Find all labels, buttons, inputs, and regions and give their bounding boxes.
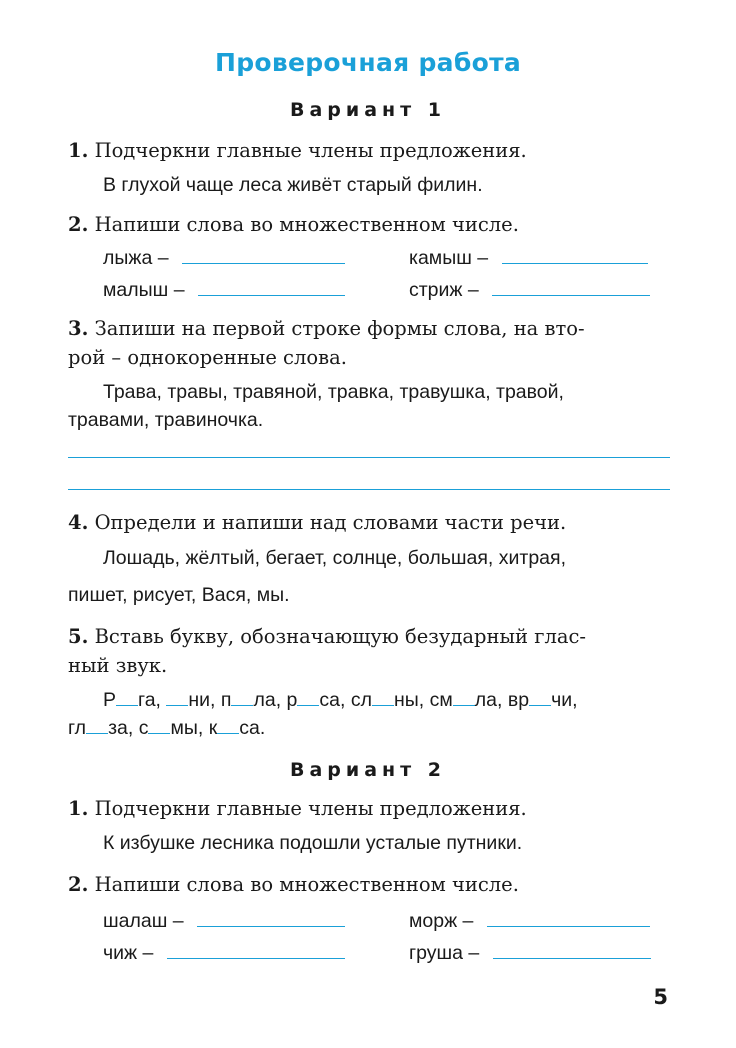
task-number: 4. [68, 511, 89, 534]
word-label: чиж – [103, 942, 154, 964]
v1-task1-sentence: В глухой чаще леса живёт старый филин. [103, 174, 483, 196]
answer-line-2[interactable] [68, 489, 670, 490]
word-part: са, [319, 689, 346, 711]
v2-task1-instruction [68, 794, 670, 823]
page-title: Проверочная работа [214, 48, 522, 77]
letter-blank[interactable] [372, 691, 394, 706]
word-part: р [286, 689, 298, 711]
answer-blank[interactable] [487, 912, 650, 927]
v1-task3-words-line1: Трава, травы, травяной, травка, травушка, травой, [103, 381, 564, 403]
variant-2-heading: Вариант 2 [289, 759, 446, 781]
word-part: ны, [393, 689, 425, 711]
task-text-line1: Запиши на первой строке формы слова, на вто- [94, 317, 585, 340]
v1-task5-instruction-line2: ный звук. [68, 654, 168, 677]
answer-blank[interactable] [493, 944, 651, 959]
answer-blank[interactable] [502, 249, 648, 264]
word-part: вр [507, 689, 530, 711]
word-label: камыш – [409, 247, 489, 269]
word-part: п [220, 689, 232, 711]
task-text: Напиши слова во множественном числе. [94, 213, 519, 236]
v2-word-chizh [103, 938, 345, 968]
answer-line-1[interactable] [68, 457, 670, 458]
task-number: 1. [68, 797, 89, 820]
letter-blank[interactable] [453, 691, 475, 706]
word-part: ла, [474, 689, 503, 711]
letter-blank[interactable] [86, 719, 108, 734]
v2-word-grusha [409, 938, 651, 968]
v2-task2-instruction [68, 870, 670, 899]
word-label: морж – [409, 910, 474, 932]
v1-task4-words-line2: пишет, рисует, Вася, мы. [68, 584, 290, 606]
word-label: малыш – [103, 279, 185, 301]
v1-word-lyzha [103, 243, 345, 273]
word-label: шалаш – [103, 910, 184, 932]
letter-blank[interactable] [231, 691, 253, 706]
v1-task1-instruction [68, 136, 670, 165]
answer-blank[interactable] [492, 281, 650, 296]
v1-task5-words-line2 [68, 713, 265, 743]
answer-blank[interactable] [182, 249, 345, 264]
word-label: лыжа – [103, 247, 169, 269]
word-label: стриж – [409, 279, 479, 301]
letter-blank[interactable] [217, 719, 239, 734]
v1-word-kamysh [409, 243, 648, 273]
word-label: груша – [409, 942, 480, 964]
word-part: чи, [551, 689, 578, 711]
word-part: ни, [188, 689, 216, 711]
letter-blank[interactable] [116, 691, 138, 706]
task-number: 1. [68, 139, 89, 162]
task-text: Подчеркни главные члены предложения. [94, 139, 527, 162]
word-part: с [138, 717, 149, 739]
task-number: 2. [68, 873, 89, 896]
v1-task4-words-line1: Лошадь, жёлтый, бегает, солнце, большая, хитрая, [103, 547, 566, 569]
v1-task4-instruction [68, 508, 670, 537]
letter-blank[interactable] [148, 719, 170, 734]
v1-task3-instruction-line2: рой – однокоренные слова. [68, 346, 347, 369]
v1-task2-instruction [68, 210, 670, 239]
v1-word-malysh [103, 275, 345, 305]
word-part: за, [108, 717, 134, 739]
variant-1-heading: Вариант 1 [289, 99, 446, 121]
letter-blank[interactable] [166, 691, 188, 706]
answer-blank[interactable] [198, 281, 345, 296]
v1-task3-words-line2: травами, травиночка. [68, 409, 264, 431]
page-number: 5 [653, 985, 668, 1009]
v2-word-shalash [103, 906, 345, 936]
word-part: к [208, 717, 218, 739]
v1-task5-words-line1 [103, 685, 578, 715]
task-text-line1: Вставь букву, обозначающую безударный глас- [94, 625, 586, 648]
word-part: Р [103, 689, 117, 711]
v1-task5-instruction [68, 622, 670, 651]
v1-task3-instruction [68, 314, 670, 343]
task-number: 2. [68, 213, 89, 236]
task-number: 3. [68, 317, 89, 340]
letter-blank[interactable] [529, 691, 551, 706]
word-part: ла, [253, 689, 282, 711]
task-text: Подчеркни главные члены предложения. [94, 797, 527, 820]
task-text: Определи и напиши над словами части речи. [94, 511, 567, 534]
word-part: мы, [170, 717, 204, 739]
answer-blank[interactable] [197, 912, 345, 927]
v1-word-strizh [409, 275, 650, 305]
answer-blank[interactable] [167, 944, 345, 959]
word-part: гл [68, 717, 87, 739]
v2-task1-sentence: К избушке лесника подошли усталые путники. [103, 832, 523, 854]
letter-blank[interactable] [297, 691, 319, 706]
word-part: са. [239, 717, 266, 739]
v2-word-morzh [409, 906, 650, 936]
task-text: Напиши слова во множественном числе. [94, 873, 519, 896]
word-part: см [429, 689, 453, 711]
word-part: сл [350, 689, 372, 711]
word-part: га, [138, 689, 161, 711]
task-number: 5. [68, 625, 89, 648]
